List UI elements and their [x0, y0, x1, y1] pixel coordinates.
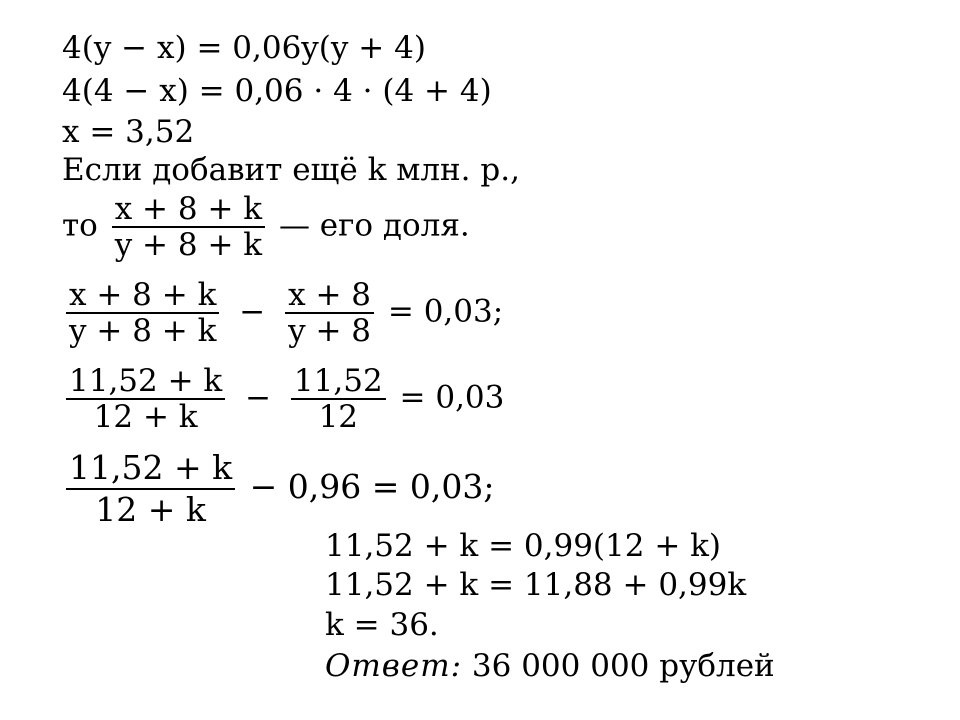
- fraction-2: [285, 278, 374, 348]
- answer-value: 36 000 000 рублей: [471, 648, 775, 684]
- text-line-condition: Если добавит ещё k млн. р.,: [62, 152, 520, 188]
- equation-line-10: 11,52 + k = 11,88 + 0,99k: [325, 567, 747, 603]
- equation-line-1: 4(y − x) = 0,06y(y + 4): [62, 30, 426, 66]
- equation-line-6: [62, 278, 503, 348]
- minus-sign: −: [245, 379, 272, 416]
- fraction-denominator: y + 8: [288, 313, 372, 349]
- fraction-numerator: x + 8 + k: [69, 277, 217, 313]
- equation-line-2: 4(4 − x) = 0,06 · 4 · (4 + 4): [62, 73, 492, 109]
- share-fraction: [112, 192, 265, 262]
- fraction-numerator: x + 8 + k: [114, 191, 263, 227]
- fraction-numerator: 11,52: [293, 363, 383, 399]
- equation-line-8: [62, 448, 494, 530]
- minus-sign: −: [239, 293, 266, 330]
- fraction-1: [66, 364, 225, 434]
- fraction-numerator: 11,52 + k: [69, 448, 233, 487]
- fraction-1: [66, 448, 235, 530]
- text-line-share: [62, 192, 470, 262]
- equation-rhs: = 0,03;: [387, 293, 504, 330]
- answer-label: Ответ:: [325, 648, 463, 684]
- fraction-denominator: y + 8 + k: [114, 227, 263, 263]
- fraction-denominator: 12 + k: [95, 490, 206, 529]
- equation-line-9: 11,52 + k = 0,99(12 + k): [325, 528, 722, 564]
- answer-line: [325, 648, 775, 684]
- equation-rhs: − 0,96 = 0,03;: [249, 467, 495, 506]
- share-suffix: — его доля.: [278, 207, 470, 244]
- fraction-denominator: 12: [318, 399, 359, 435]
- share-prefix: то: [62, 207, 98, 244]
- fraction-numerator: 11,52 + k: [69, 363, 223, 399]
- equation-line-3: x = 3,52: [62, 114, 195, 150]
- equation-line-7: [62, 364, 504, 434]
- equation-rhs: = 0,03: [399, 379, 505, 416]
- fraction-denominator: 12 + k: [93, 399, 198, 435]
- equation-line-11: k = 36.: [325, 607, 439, 643]
- fraction-numerator: x + 8: [288, 277, 371, 313]
- fraction-2: [291, 364, 386, 434]
- fraction-denominator: y + 8 + k: [69, 313, 217, 349]
- fraction-1: [66, 278, 219, 348]
